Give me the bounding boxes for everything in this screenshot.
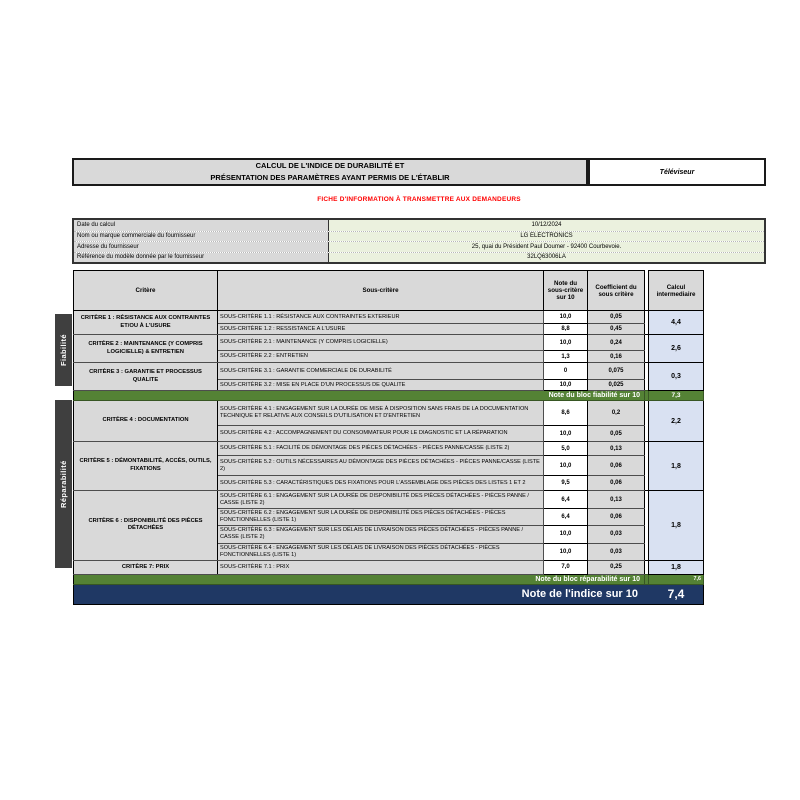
- header-subcriterion: Sous-critère: [218, 271, 544, 311]
- subcriterion-5-2: SOUS-CRITÈRE 5.2 : OUTILS NÉCESSAIRES AU DÉMONTAGE DES PIÈCES DÉTACHÉES - PIÈCES PANNE/CASSE (LISTE 2): [218, 456, 544, 476]
- coeff-7-1: 0,25: [588, 560, 645, 574]
- subcriterion-6-3: SOUS-CRITÈRE 6.3 : ENGAGEMENT SUR LES DÉLAIS DE LIVRAISON DES PIÈCES DÉTACHÉES - PIÈCES PANNE / CASSE (LISTE 2): [218, 525, 544, 543]
- info-row-model: [74, 252, 764, 263]
- criterion-3-cell: CRITÈRE 3 : GARANTIE ET PROCESSUS QUALITE: [74, 363, 218, 391]
- fiability-note-value: 7,3: [649, 391, 704, 401]
- coeff-1-1: 0,05: [588, 311, 645, 324]
- note-6-4: 10,0: [544, 543, 588, 560]
- info-label-brand: Nom ou marque commerciale du fournisseur: [74, 232, 329, 242]
- info-value-model: 32LQ63006LA: [329, 253, 764, 263]
- subcriterion-3-2: SOUS-CRITÈRE 3.2 : MISE EN PLACE D'UN PROCESSUS DE QUALITE: [218, 380, 544, 391]
- product-type-label: Téléviseur: [659, 168, 695, 176]
- criterion-5-cell: CRITÈRE 5 : DÉMONTABILITÉ, ACCÈS, OUTILS, FIXATIONS: [74, 442, 218, 491]
- coeff-5-1: 0,13: [588, 442, 645, 456]
- document-title-line1: CALCUL DE L'INDICE DE DURABILITÉ ET: [255, 161, 405, 170]
- criteria-table: [73, 270, 703, 605]
- info-value-brand: LG ELECTRONICS: [329, 232, 764, 242]
- note-2-2: 1,3: [544, 351, 588, 363]
- table-row: [74, 560, 704, 574]
- coeff-5-2: 0,06: [588, 456, 645, 476]
- calc-4: 2,2: [649, 401, 704, 442]
- info-row-date: [74, 220, 764, 231]
- coeff-5-3: 0,06: [588, 476, 645, 491]
- subcriterion-1-2: SOUS-CRITÈRE 1.2 : RESSISTANCE A L'USURE: [218, 324, 544, 335]
- block-label-fiability: Fiabilité: [55, 314, 72, 386]
- info-label-date: Date du calcul: [74, 220, 329, 231]
- note-1-1: 10,0: [544, 311, 588, 324]
- subcriterion-3-1: SOUS-CRITÈRE 3.1 : GARANTIE COMMERCIALE DE DURABILITÉ: [218, 363, 544, 380]
- subcriterion-5-3: SOUS-CRITÈRE 5.3 : CARACTÉRISTIQUES DES FIXATIONS POUR L'ASSEMBLAGE DES PIÈCES DES LISTES 1 ET 2: [218, 476, 544, 491]
- table-row: [74, 401, 704, 426]
- note-3-2: 10,0: [544, 380, 588, 391]
- fiability-note-row: [74, 391, 704, 401]
- coeff-2-1: 0,24: [588, 335, 645, 351]
- coeff-4-2: 0,05: [588, 426, 645, 442]
- criterion-6-cell: CRITÈRE 6 : DISPONIBILITÉ DES PIÈCES DÉTACHÉES: [74, 491, 218, 561]
- table-row: [74, 311, 704, 324]
- calc-1: 4,4: [649, 311, 704, 335]
- note-7-1: 7,0: [544, 560, 588, 574]
- table-row: [74, 442, 704, 456]
- subcriterion-6-1: SOUS-CRITÈRE 6.1 : ENGAGEMENT SUR LA DURÉE DE DISPONIBILITÉ DES PIÈCES DÉTACHÉES - PIÈCES PANNE / CASSE (LISTE 2): [218, 491, 544, 509]
- product-type-box: [588, 158, 766, 186]
- supplier-info-table: [72, 218, 766, 264]
- coeff-2-2: 0,16: [588, 351, 645, 363]
- note-6-1: 6,4: [544, 491, 588, 509]
- subcriterion-2-2: SOUS-CRITÈRE 2.2 : ENTRETIEN: [218, 351, 544, 363]
- header-note: Note du sous-critère sur 10: [544, 271, 588, 311]
- coeff-6-1: 0,13: [588, 491, 645, 509]
- block-label-repairability: Réparabilité: [55, 400, 72, 568]
- coeff-6-2: 0,06: [588, 509, 645, 526]
- note-5-1: 5,0: [544, 442, 588, 456]
- repairability-note-label: Note du bloc réparabilité sur 10: [74, 574, 645, 584]
- note-4-1: 8,6: [544, 401, 588, 426]
- document-title-line2: PRÉSENTATION DES PARAMÈTRES AYANT PERMIS DE L'ÉTABLIR: [210, 173, 450, 182]
- header-criterion: Critère: [74, 271, 218, 311]
- criterion-4-cell: CRITÈRE 4 : DOCUMENTATION: [74, 401, 218, 442]
- calc-2: 2,6: [649, 335, 704, 363]
- final-score-value: 7,4: [649, 584, 704, 604]
- table-row: [74, 363, 704, 380]
- note-5-3: 9,5: [544, 476, 588, 491]
- info-value-date: 10/12/2024: [329, 220, 764, 231]
- table-row: [74, 335, 704, 351]
- final-score-label: Note de l'indice sur 10: [74, 584, 645, 604]
- subcriterion-7-1: SOUS-CRITÈRE 7.1 : PRIX: [218, 560, 544, 574]
- calc-3: 0,3: [649, 363, 704, 391]
- final-score-row: [74, 584, 704, 604]
- coeff-1-2: 0,45: [588, 324, 645, 335]
- table-row: [74, 491, 704, 509]
- calc-6: 1,8: [649, 491, 704, 561]
- subcriterion-4-2: SOUS-CRITÈRE 4.2 : ACCOMPAGNEMENT DU CONSOMMATEUR POUR LE DIAGNOSTIC ET LA RÉPARATION: [218, 426, 544, 442]
- calc-7: 1,8: [649, 560, 704, 574]
- repairability-note-row: [74, 574, 704, 584]
- info-row-address: [74, 241, 764, 252]
- header-intermediate: Calcul intermediaire: [649, 271, 704, 311]
- note-3-1: 0: [544, 363, 588, 380]
- note-6-2: 6,4: [544, 509, 588, 526]
- note-4-2: 10,0: [544, 426, 588, 442]
- info-row-brand: [74, 231, 764, 242]
- repairability-note-value: 7,6: [649, 574, 704, 584]
- info-label-model: Référence du modèle donnée par le fournisseur: [74, 253, 329, 263]
- note-6-3: 10,0: [544, 525, 588, 543]
- note-2-1: 10,0: [544, 335, 588, 351]
- coeff-6-4: 0,03: [588, 543, 645, 560]
- coeff-3-2: 0,025: [588, 380, 645, 391]
- subcriterion-6-4: SOUS-CRITÈRE 6.4 : ENGAGEMENT SUR LES DÉLAIS DE LIVRAISON DES PIÈCES DÉTACHÉES - PIÈCES FONCTIONNELLES (LISTE 1): [218, 543, 544, 560]
- subcriterion-6-2: SOUS-CRITÈRE 6.2 : ENGAGEMENT SUR LA DURÉE DE DISPONIBILITÉ DES PIÈCES DÉTACHÉES - PIÈCES FONCTIONNELLES (LISTE 1): [218, 509, 544, 526]
- note-1-2: 8,8: [544, 324, 588, 335]
- subcriterion-2-1: SOUS-CRITÈRE 2.1 : MAINTENANCE (Y COMPRIS LOGICIELLE): [218, 335, 544, 351]
- info-label-address: Adresse du fournisseur: [74, 242, 329, 252]
- header-coefficient: Coefficient du sous critère: [588, 271, 645, 311]
- document-title: [72, 158, 588, 186]
- coeff-6-3: 0,03: [588, 525, 645, 543]
- criterion-7-cell: CRITÈRE 7: PRIX: [74, 560, 218, 574]
- coeff-4-1: 0,2: [588, 401, 645, 426]
- info-value-address: 25, quai du Président Paul Doumer - 92400 Courbevoie.: [329, 242, 764, 252]
- note-5-2: 10,0: [544, 456, 588, 476]
- criterion-2-cell: CRITÈRE 2 : MAINTENANCE (Y COMPRIS LOGICIELLE) & ENTRETIEN: [74, 335, 218, 363]
- subcriterion-1-1: SOUS-CRITÈRE 1.1 : RÉSISTANCE AUX CONTRAINTES EXTERIEUR: [218, 311, 544, 324]
- subcriterion-5-1: SOUS-CRITÈRE 5.1 : FACILITÉ DE DÉMONTAGE DES PIÈCES DÉTACHÉES - PIÈCES PANNE/CASSE (LISTE 2): [218, 442, 544, 456]
- criterion-1-cell: CRITÈRE 1 : RÉSISTANCE AUX CONTRAINTES ET/OU À L'USURE: [74, 311, 218, 335]
- calc-5: 1,8: [649, 442, 704, 491]
- fiability-note-label: Note du bloc fiabilité sur 10: [74, 391, 645, 401]
- subcriterion-4-1: SOUS-CRITÈRE 4.1 : ENGAGEMENT SUR LA DURÉE DE MISE À DISPOSITION SANS FRAIS DE LA DOCUMENTATION TECHNIQUE ET RELATIVE AUX CONSEILS D'UTILISATION ET D'ENTRETIEN: [218, 401, 544, 426]
- notice-text: FICHE D'INFORMATION À TRANSMETTRE AUX DEMANDEURS: [317, 196, 521, 203]
- coeff-3-1: 0,075: [588, 363, 645, 380]
